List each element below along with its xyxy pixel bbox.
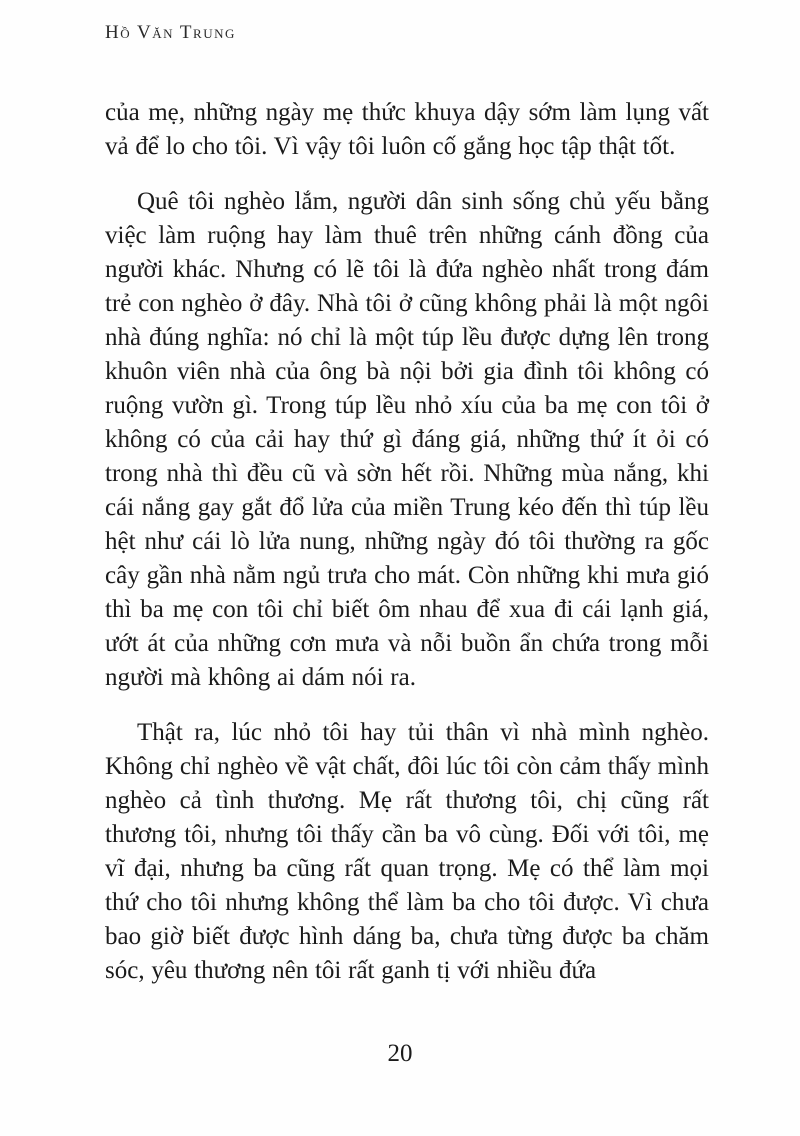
- running-header-author: Hồ Văn Trung: [105, 22, 236, 43]
- body-text: [105, 96, 709, 1009]
- page-number: 20: [387, 1040, 413, 1067]
- paragraph: Quê tôi nghèo lắm, người dân sinh sống chủ yếu bằng việc làm ruộng hay làm thuê trên những cánh đồng của người khác. Nhưng có lẽ tôi là đứa nghèo nhất trong đám trẻ con nghèo ở đây. Nhà tôi ở cũng không phải là một ngôi nhà đúng nghĩa: nó chỉ là một túp lều được dựng lên trong khuôn viên nhà của ông bà nội bởi gia đình tôi không có ruộng vườn gì. Trong túp lều nhỏ xíu của ba mẹ con tôi ở không có của cải hay thứ gì đáng giá, những thứ ít ỏi có trong nhà thì đều cũ và sờn hết rồi. Những mùa nắng, khi cái nắng gay gắt đổ lửa của miền Trung kéo đến thì túp lều hệt như cái lò lửa nung, những ngày đó tôi thường ra gốc cây gần nhà nằm ngủ trưa cho mát. Còn những khi mưa gió thì ba mẹ con tôi chỉ biết ôm nhau để xua đi cái lạnh giá, ướt át của những cơn mưa và nỗi buồn ẩn chứa trong mỗi người mà không ai dám nói ra.: [105, 188, 709, 691]
- paragraph: Thật ra, lúc nhỏ tôi hay tủi thân vì nhà mình nghèo. Không chỉ nghèo về vật chất, đôi lúc tôi còn cảm thấy mình nghèo cả tình thương. Mẹ rất thương tôi, chị cũng rất thương tôi, nhưng tôi thấy cần ba vô cùng. Đối với tôi, mẹ vĩ đại, nhưng ba cũng rất quan trọng. Mẹ có thể làm mọi thứ cho tôi nhưng không thể làm ba cho tôi được. Vì chưa bao giờ biết được hình dáng ba, chưa từng được ba chăm sóc, yêu thương nên tôi rất ganh tị với nhiều đứa: [105, 719, 709, 984]
- paragraph-continuation: của mẹ, những ngày mẹ thức khuya dậy sớm làm lụng vất vả để lo cho tôi. Vì vậy tôi luôn cố gắng học tập thật tốt.: [105, 99, 709, 160]
